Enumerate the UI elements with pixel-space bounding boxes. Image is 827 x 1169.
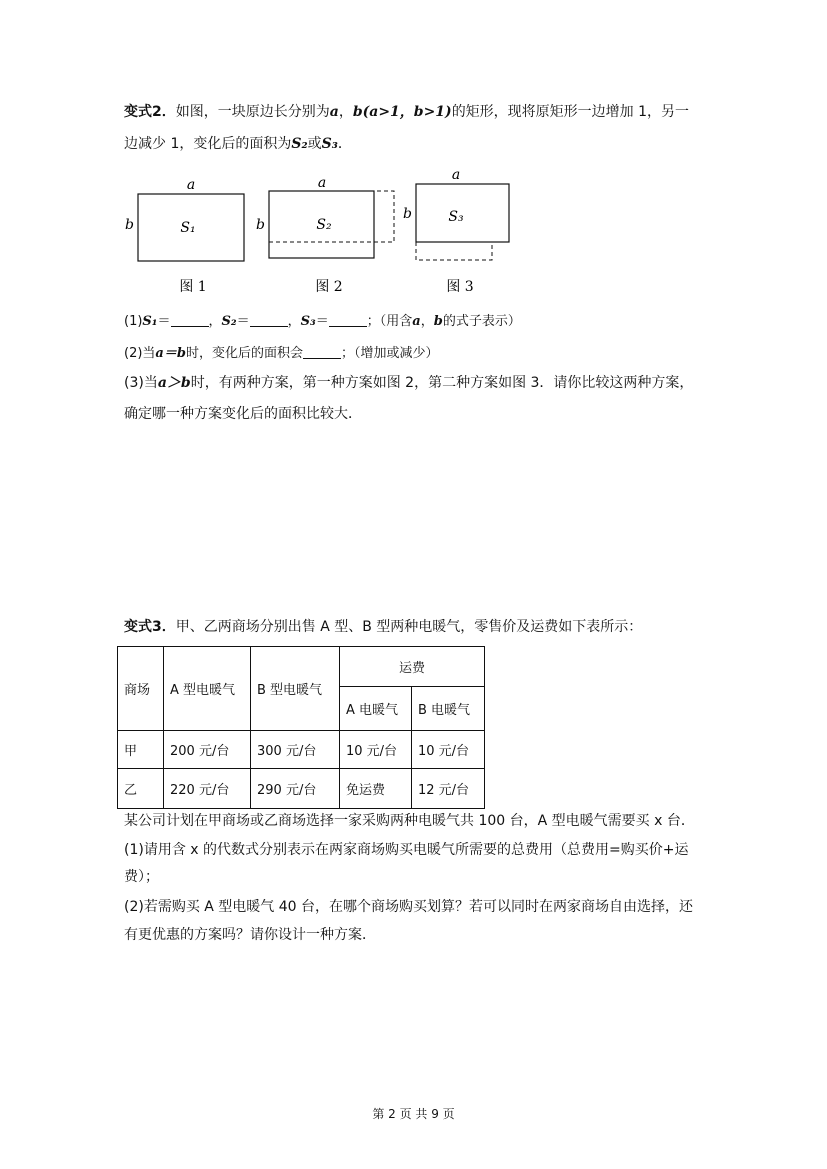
- fig2-label-b: b: [256, 217, 265, 233]
- row1-ship-a: 10 元/台: [340, 731, 412, 769]
- row1-b-price: 300 元/台: [251, 731, 340, 769]
- p1-tail-b: 的式子表示）: [442, 314, 521, 329]
- header-b-price: B 型电暖气: [251, 647, 340, 731]
- p1-number: (1): [124, 314, 143, 329]
- p3-text-b: 时，有两种方案，第一种方案如图 2，第二种方案如图 3．请你比较这两种方案，: [190, 375, 694, 391]
- p2-blank[interactable]: [303, 344, 341, 359]
- p1-tail-a: ；（用含: [366, 314, 413, 329]
- q2-intro-b: 的矩形，现将原矩形一边增加 1，另一: [451, 104, 690, 120]
- fig1-label-a: a: [186, 177, 196, 193]
- p3-condition: a＞b: [157, 375, 191, 391]
- q3-part-1-line-1: (1)请用含 x 的代数式分别表示在两家商场购买电暖气所需要的总费用（总费用=购买价+运: [124, 842, 689, 858]
- p1-s2: S₂: [221, 314, 237, 329]
- figure-1: [125, 177, 244, 295]
- fig3-label-s3: S₃: [448, 209, 464, 225]
- row1-a-price: 200 元/台: [164, 731, 251, 769]
- p2-condition: a＝b: [155, 346, 186, 361]
- q2-or: 或: [307, 136, 322, 152]
- header-ship-b: B 电暖气: [412, 687, 485, 731]
- row2-ship-b: 12 元/台: [412, 769, 485, 809]
- p2-tail: ；（增加或减少）: [340, 346, 439, 361]
- p2-text-a: (2)当: [124, 346, 156, 361]
- p1-var-b: b: [433, 314, 443, 329]
- q2-condition: (a>1，b>1): [362, 104, 452, 120]
- p1-eq-2: ＝: [236, 314, 250, 329]
- row2-b-price: 290 元/台: [251, 769, 340, 809]
- q2-figures: [118, 168, 518, 298]
- row2-store: 乙: [118, 769, 164, 809]
- price-table: [117, 646, 485, 809]
- p2-text-b: 时，变化后的面积会: [185, 346, 303, 361]
- fig3-caption: 图 3: [446, 279, 474, 295]
- q2-var-b: b: [352, 104, 363, 120]
- q2-intro-a: 如图，一块原边长分别为: [175, 104, 330, 120]
- row1-ship-b: 10 元/台: [412, 731, 485, 769]
- p1-eq-1: ＝: [157, 314, 171, 329]
- header-shipping: 运费: [340, 647, 485, 687]
- p1-blank-s2[interactable]: [250, 312, 288, 327]
- q2-part-2: [124, 344, 438, 364]
- q2-s3: S₃: [321, 136, 338, 152]
- figure-3: [403, 168, 509, 295]
- fig2-caption: 图 2: [315, 279, 343, 295]
- p1-s1: S₁: [142, 314, 158, 329]
- q3-part-2-line-2: 有更优惠的方案吗？请你设计一种方案．: [124, 927, 376, 943]
- q3-plan-text: 某公司计划在甲商场或乙商场选择一家采购两种电暖气共 100 台，A 型电暖气需要买 x 台．: [124, 813, 695, 829]
- q3-part-1-line-2: 费）；: [124, 869, 159, 885]
- row2-ship-a: 免运费: [340, 769, 412, 809]
- q3-line-1: [124, 617, 642, 637]
- p1-blank-s1[interactable]: [171, 312, 209, 327]
- fig2-label-a: a: [317, 175, 327, 191]
- header-a-price: A 型电暖气: [164, 647, 251, 731]
- q2-line-1: [124, 102, 689, 122]
- row1-store: 甲: [118, 731, 164, 769]
- table-header-row-1: [118, 647, 485, 687]
- figure-2: [256, 175, 394, 295]
- q2-s2: S₂: [291, 136, 308, 152]
- header-store: 商场: [118, 647, 164, 731]
- header-ship-a: A 电暖气: [340, 687, 412, 731]
- q2-line-2: [124, 134, 352, 154]
- table-row: [118, 731, 485, 769]
- q2-var-a: a: [329, 104, 339, 120]
- fig2-label-s2: S₂: [316, 217, 332, 233]
- fig1-label-b: b: [125, 217, 134, 233]
- q2-part-3: [124, 373, 693, 393]
- fig1-caption: 图 1: [179, 279, 207, 295]
- row2-a-price: 220 元/台: [164, 769, 251, 809]
- page-footer: 第 2 页 共 9 页: [372, 1107, 455, 1121]
- p1-blank-s3[interactable]: [329, 312, 367, 327]
- p1-s3: S₃: [300, 314, 316, 329]
- p1-eq-3: ＝: [315, 314, 329, 329]
- p1-var-a: a: [412, 314, 421, 329]
- fig3-label-b: b: [403, 206, 412, 222]
- q3-intro: 甲、乙两商场分别出售 A 型、B 型两种电暖气，零售价及运费如下表所示：: [175, 619, 643, 635]
- p1-sep: ，: [420, 314, 434, 329]
- p1-comma-2: ，: [287, 314, 301, 329]
- q2-part-1: [124, 312, 521, 332]
- q2-line2-end: ．: [337, 136, 352, 152]
- q2-line2-text: 边减少 1，变化后的面积为: [124, 136, 292, 152]
- p1-comma-1: ，: [208, 314, 222, 329]
- q2-title: 变式2．: [124, 104, 176, 120]
- fig3-label-a: a: [451, 168, 461, 183]
- p3-text-a: (3)当: [124, 375, 158, 391]
- q2-sep: ，: [338, 104, 353, 120]
- q3-part-2-line-1: (2)若需购买 A 型电暖气 40 台，在哪个商场购买划算？若可以同时在两家商场自由选择，还: [124, 899, 694, 915]
- p3-line-2: 确定哪一种方案变化后的面积比较大．: [124, 406, 362, 422]
- table-row: [118, 769, 485, 809]
- q3-title: 变式3．: [124, 619, 176, 635]
- fig1-label-s1: S₁: [180, 220, 196, 236]
- fig3-dashed-outline: [416, 242, 492, 260]
